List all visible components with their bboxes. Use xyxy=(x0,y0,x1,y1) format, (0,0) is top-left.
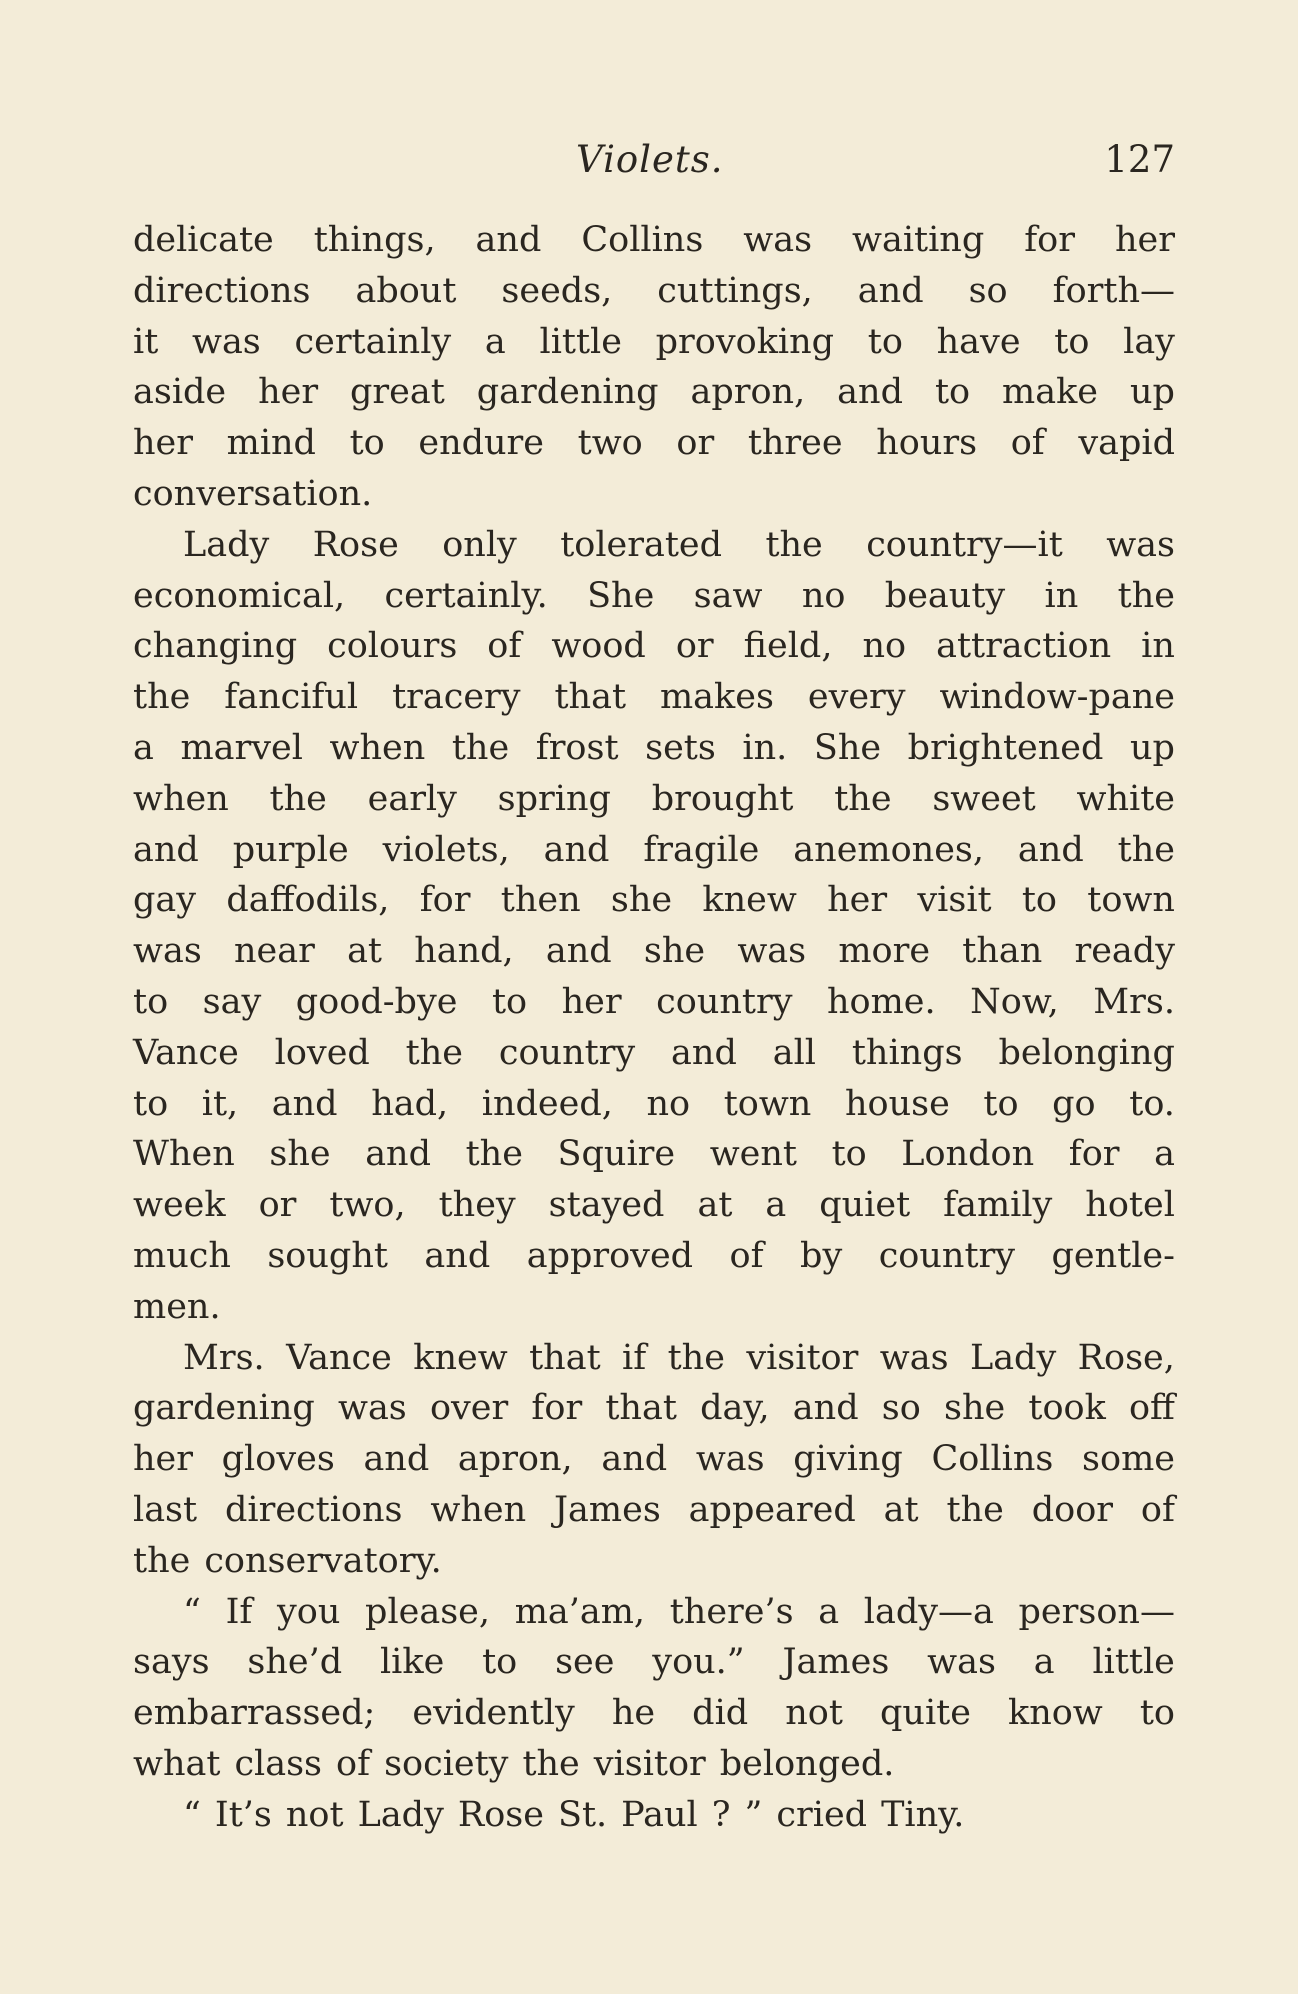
text-line: the fanciful tracery that makes every window-pane xyxy=(133,677,1175,718)
running-head xyxy=(0,138,1298,198)
running-title: Violets. xyxy=(576,138,724,181)
text-line: When she and the Squire went to London for a xyxy=(133,1134,1175,1175)
text-line: says she’d like to see you.” James was a little xyxy=(133,1642,1175,1683)
text-line: embarrassed; evidently he did not quite know to xyxy=(133,1693,1175,1734)
text-line: “ It’s not Lady Rose St. Paul ? ” cried Tiny. xyxy=(183,1794,965,1835)
text-line: economical, certainly. She saw no beauty in the xyxy=(133,575,1175,616)
text-line: Vance loved the country and all things belonging xyxy=(133,1032,1175,1073)
text-line: “ If you please, ma’am, there’s a lady—a person— xyxy=(183,1591,1175,1632)
text-line: her mind to endure two or three hours of vapid xyxy=(133,423,1175,464)
text-line: when the early spring brought the sweet white xyxy=(133,778,1175,819)
text-line: delicate things, and Collins was waiting for her xyxy=(133,220,1175,260)
text-line: and purple violets, and fragile anemones, and the xyxy=(133,829,1175,870)
text-line: aside her great gardening apron, and to make up xyxy=(133,372,1175,413)
text-line: it was certainly a little provoking to have to lay xyxy=(133,321,1175,362)
text-line: men. xyxy=(133,1286,221,1327)
text-line: her gloves and apron, and was giving Collins some xyxy=(133,1439,1175,1480)
text-line: what class of society the visitor belonged. xyxy=(133,1743,895,1784)
text-line: changing colours of wood or field, no attraction in xyxy=(133,626,1175,667)
text-line: to it, and had, indeed, no town house to go to. xyxy=(133,1083,1175,1124)
text-line: a marvel when the frost sets in. She brightened up xyxy=(133,727,1175,768)
text-line: directions about seeds, cuttings, and so forth— xyxy=(133,270,1175,311)
text-line: was near at hand, and she was more than ready xyxy=(133,931,1175,972)
text-line: week or two, they stayed at a quiet family hotel xyxy=(133,1185,1175,1226)
text-line: much sought and approved of by country gentle- xyxy=(133,1235,1175,1276)
text-line: gardening was over for that day, and so she took off xyxy=(133,1388,1175,1429)
text-line: conversation. xyxy=(133,473,373,514)
text-line: Lady Rose only tolerated the country—it was xyxy=(183,524,1175,565)
text-line: gay daffodils, for then she knew her visit to town xyxy=(133,880,1175,921)
text-line: to say good-bye to her country home. Now, Mrs. xyxy=(133,981,1175,1022)
text-line: Mrs. Vance knew that if the visitor was Lady Rose, xyxy=(183,1337,1175,1378)
text-line: the conservatory. xyxy=(133,1540,442,1581)
page-number: 127 xyxy=(1104,138,1175,181)
text-line: last directions when James appeared at the door of xyxy=(133,1489,1175,1530)
body-text xyxy=(133,215,1175,1841)
